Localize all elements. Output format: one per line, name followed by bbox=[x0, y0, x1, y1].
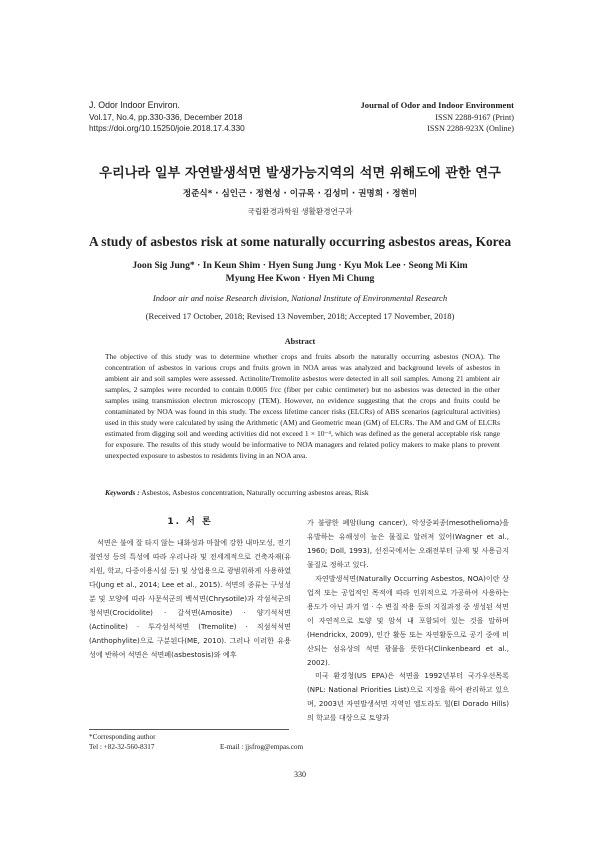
journal-short-name: J. Odor Indoor Environ. bbox=[89, 100, 180, 110]
english-title: A study of asbestos risk at some naturally occurring asbestos areas, Korea bbox=[88, 234, 512, 249]
korean-authors: 정준식* · 심인근 · 정현성 · 이규목 · 김성미 · 권명희 · 정현미 bbox=[182, 189, 418, 199]
left-column bbox=[89, 516, 291, 662]
footnote-divider bbox=[89, 729, 289, 730]
body-paragraph: 석면은 불에 잘 타지 않는 내화성과 마찰에 강한 내마모성, 전기절연성 등의 특성에 따라 우리나라 및 전세계적으로 건축자재(유치원, 학교, 다중이용시설 등) 및 상업용으로 광범위하게 사용하였다(Jung et al., 2014; Lee et al., 2015). 석면의 종류는 구성성분 및 모양에 따라 사문석군의 백석면(Chrysotile)과 각섬석군의 청석면(Crocidolite) · 갈석면(Amosite) · 양기석석면(Actinolite) · 투각섬석석면 (Tremolite) · 직섬석석면(Anthophylite)으로 구분된다(ME, 2010). 그러나 이러한 유용성에 반하여 석면은 석면폐(asbestosis)와 예후 bbox=[89, 537, 291, 659]
abstract-body: The objective of this study was to determine whether crops and fruits absorb the naturally occurring asbestos (NOA). The concentration of asbestos in various crops and fruits grown in NOA areas was analyzed and background levels of asbestos in ambient air and soil samples were assessed. Actinolite/Tremolite asbestos were detected in all soil samples. Among 21 ambient air samples, 2 samples were recorded to contain 0.0005 f/cc (fiber per cubic centimeter) but no asbestos was detected in the other samples using transmission electron microscopy (TEM). However, no evidence suggesting that the crops and fruits could be contaminated by NOA was found in this study. The excess lifetime cancer risks (ELCRs) of ABS scenarios (agricultural activities) used in this study were calculated by using the Arithmetic (AM) and Geometric mean (GM) of ELCRs. The AM and GM of ELCRs estimated from digging soil and weeding activities did not exceed 1 × 10⁻⁴, which was defined as the general acceptable risk range for exposure. The results of this study would be informative to NOA managers and related policy makers to make plans to prevent unexpected exposure to asbestos to residents living in an NOA area. bbox=[105, 352, 500, 460]
footnote bbox=[89, 732, 304, 752]
corresponding-author-note: *Corresponding author bbox=[89, 733, 156, 741]
body-paragraph: 자연발생석면(Naturally Occurring Asbestos, NOA)이란 상업적 또는 공업적인 목적에 따라 인위적으로 가공하여 사용하는 용도가 아닌 과거 열 · 수 변질 작용 등의 지질과정 중 생성된 석면이 자연적으로 토양 및 암석 내 포함되어 있는 것을 말하며(Hendrickx, 2009), 인간 활동 또는 자연활동으로 공기 중에 비산되는 섬유상의 석면 광물을 뜻한다(Clinkenbeard et al., 2002). bbox=[307, 573, 509, 667]
right-column bbox=[307, 516, 509, 725]
english-authors bbox=[0, 259, 600, 285]
received-dates: (Received 17 October, 2018; Revised 13 November, 2018; Accepted 17 November, 2018) bbox=[145, 311, 455, 321]
page-number: 330 bbox=[294, 770, 306, 779]
keywords-label: Keywords : bbox=[105, 488, 140, 497]
header-right bbox=[360, 100, 514, 135]
korean-affiliation: 국립환경과학원 생활환경연구과 bbox=[247, 207, 353, 216]
korean-title: 우리나라 일부 자연발생석면 발생가능지역의 석면 위해도에 관한 연구 bbox=[99, 166, 501, 181]
telephone: Tel : +82-32-560-8317 bbox=[89, 743, 155, 751]
volume-line: Vol.17, No.4, pp.330-336, December 2018 bbox=[89, 112, 243, 122]
journal-full-name: Journal of Odor and Indoor Environment bbox=[360, 100, 514, 110]
keywords bbox=[105, 488, 505, 497]
english-affiliation: Indoor air and noise Research division, National Institute of Environmental Research bbox=[152, 293, 448, 303]
body-paragraph: 미국 환경청(US EPA)은 석면을 1992년부터 국가우선목록(NPL: National Priorities List)으로 지정을 하여 관리하고 있으며, 2003년 자연발생석면 지역인 엘도라도 힐(El Dorado Hills)의 학교를 대상으로 토양과 bbox=[307, 671, 509, 723]
email-address[interactable]: E-mail : jjsfrog@empas.com bbox=[220, 743, 304, 751]
english-authors-line2: Myung Hee Kwon · Hyen Mi Chung bbox=[225, 273, 375, 284]
issn-online: ISSN 2288-923X (Online) bbox=[427, 124, 514, 133]
issn-print: ISSN 2288-9167 (Print) bbox=[435, 112, 514, 122]
header-left bbox=[89, 100, 245, 135]
body-paragraph: 가 불량한 폐암(lung cancer), 악성중피종(mesothelioma)을 유발하는 유해성이 높은 물질로 알려져 있어(Wagner et al., 1960; Doll, 1993), 선진국에서는 오래전부터 규제 및 사용금지 물질로 정하고 있다. bbox=[307, 518, 509, 569]
keywords-text: Asbestos, Asbestos concentration, Naturally occurring asbestos areas, Risk bbox=[141, 488, 369, 497]
section-heading-introduction: 1. 서 론 bbox=[167, 517, 213, 527]
english-authors-line1: Joon Sig Jung* · In Keun Shim · Hyen Sung Jung · Kyu Mok Lee · Seong Mi Kim bbox=[132, 260, 468, 271]
abstract-heading: Abstract bbox=[284, 337, 316, 346]
doi-link[interactable]: https://doi.org/10.15250/joie.2018.17.4.330 bbox=[89, 124, 245, 133]
